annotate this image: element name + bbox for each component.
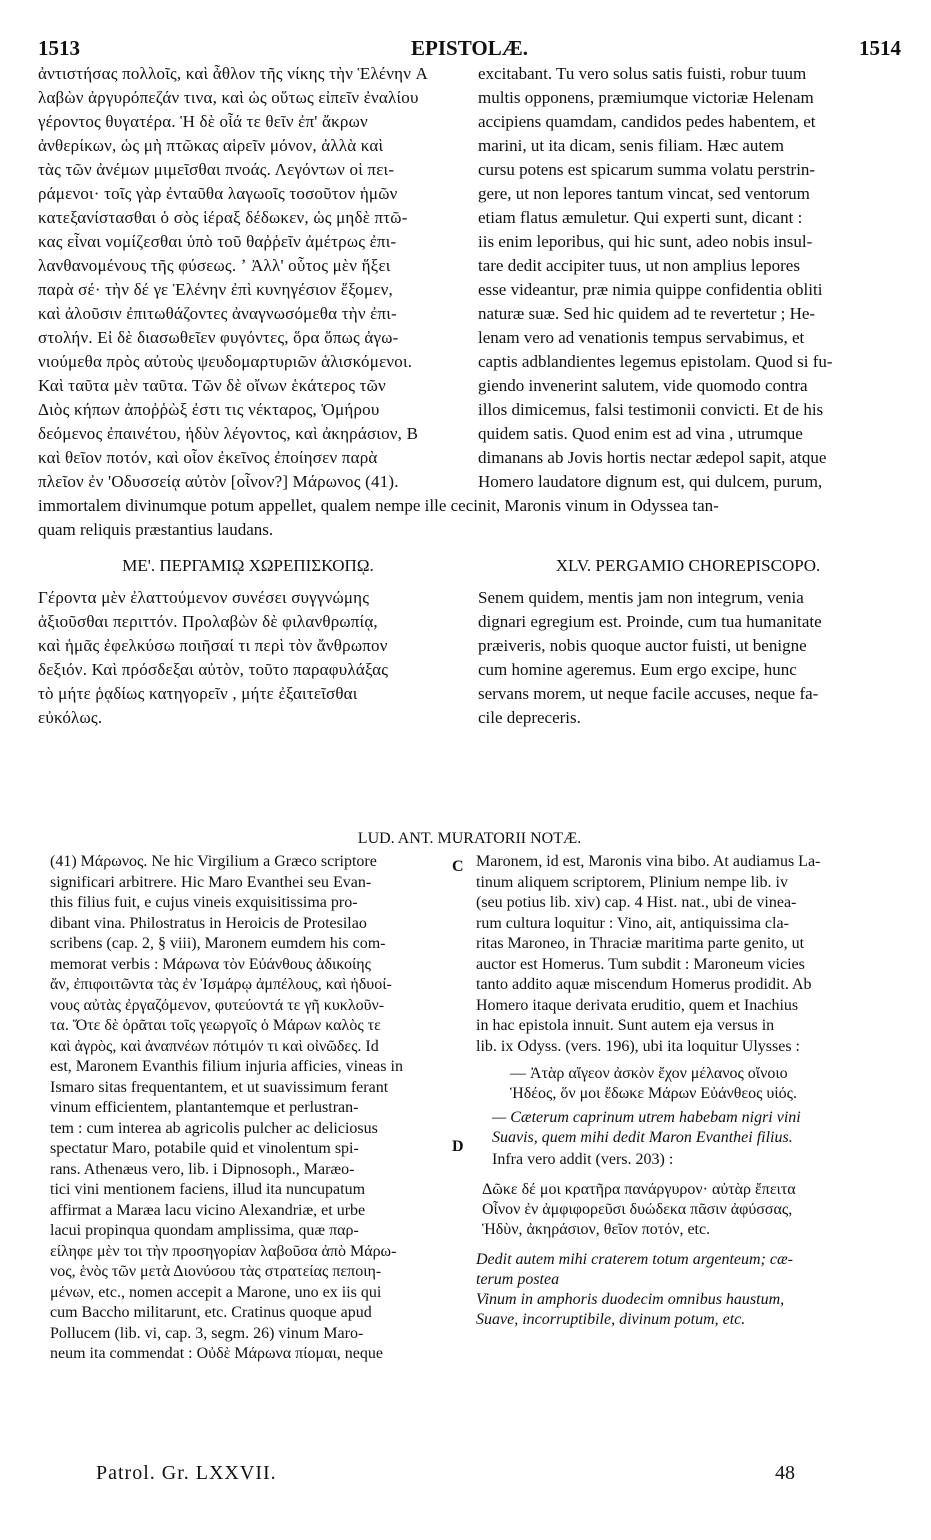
text-line: terum postea (476, 1271, 560, 1288)
text-line: δεξιόν. Καὶ πρόσδεξαι αὐτὸν, τοῦτο παραφυλάξας (38, 660, 389, 679)
text-line: dibant vina. Philostratus in Heroicis de Protesilao (50, 914, 367, 932)
text-line: auctor est Homerus. Tum subdit : Maroneum vicies (476, 955, 805, 973)
text-line: lib. ix Odyss. (vers. 196), ubi ita loquitur Ulysses : (476, 1037, 800, 1055)
text-line: dimanans ab Jovis hortis nectar ædepol sapit, atque (478, 448, 827, 467)
text-line: cum Baccho militarunt, etc. Cratinus quoque apud (50, 1304, 372, 1321)
text-line: Καὶ ταῦτα μὲν ταῦτα. Τῶν δὲ οἴνων ἑκάτερος τῶν (38, 376, 386, 395)
footer-page-number: 48 (775, 1462, 795, 1484)
text-line: tanto addito aquæ miscendum Homerus prodidit. Ab (476, 976, 812, 993)
text-line: immortalem divinumque potum appellet, qualem nempe ille cecinit, Maronis vinum in Odyssea tan- (38, 496, 719, 515)
text-line: giendo invenerint salutem, vide quomodo contra (478, 376, 808, 395)
text-line: affirmat a Maræa lacu vicino Alexandriæ, et urbe (50, 1201, 366, 1219)
footer-patrologia: Patrol. Gr. LXXVII. (96, 1462, 277, 1484)
text-line: λανθανομένους τῆς φύσεως. ʼ Ἀλλ' οὗτος μὲν ἥξει (38, 256, 391, 275)
text-line: Vinum in amphoris duodecim omnibus haustum, (476, 1291, 785, 1308)
text-line: Γέροντα μὲν ἐλαττούμενον συνέσει συγγνώμης (38, 588, 370, 607)
text-line: scribens (cap. 2, § viii), Maronem eumdem his com- (50, 935, 386, 952)
text-line: ritas Maroneo, in Thraciæ maritima parte genito, ut (476, 935, 805, 952)
text-line: τα. Ὅτε δὲ ὁρᾶται τοῖς γεωργοῖς ὁ Μάρων καλὸς τε (50, 1017, 381, 1034)
text-line: Ἡδὺν, ἀκηράσιον, θεῖον ποτόν, etc. (482, 1221, 711, 1238)
text-line: εὐκόλως. (38, 708, 103, 727)
text-line: this filius fuit, e cujus vineis exquisitissima pro- (50, 894, 358, 911)
full-width-text (38, 494, 898, 542)
text-line: quam reliquis præstantius laudans. (38, 520, 274, 539)
text-line: excitabant. Tu vero solus satis fuisti, robur tuum (478, 64, 807, 83)
text-line: μένων, etc., nomen accepit a Marone, uno ex iis qui (50, 1283, 382, 1301)
text-line: ἀξιοῦσθαι περιττόν. Προλαβὼν δὲ φιλανθρωπίᾳ, (38, 612, 378, 631)
text-line: πλεῖον ἐν 'Οδυσσείᾳ αὐτὸν [οἶνον?] Μάρωνος (41). (38, 472, 399, 491)
notes-right-column (476, 852, 896, 1057)
text-line: Δῶκε δέ μοι κρατῆρα πανάργυρον· αὐτὰρ ἔπειτα (482, 1181, 796, 1198)
text-line: tici vini mentionem faciens, illud ita nuncupatum (50, 1181, 366, 1198)
text-line: (seu potius lib. xiv) cap. 4 Hist. nat., ubi de vinea- (476, 894, 797, 911)
text-line: ἀνθερίκων, ὡς μὴ πτῶκας αἱρεῖν μόνον, ἀλλὰ καὶ (38, 136, 384, 155)
text-line: Διὸς κήπων ἀποῤῥὼξ ἐστι τις νέκταρος, Ὁμήρου (38, 400, 380, 419)
text-line: καὶ ἡμᾶς ἐφελκύσω ποιῆσαί τι περὶ τὸν ἄνθρωπον (38, 636, 388, 655)
text-line: cile depreceris. (478, 708, 581, 727)
notes-left-column (50, 852, 462, 1365)
text-line: Ismaro sitas frequentantem, et ut suavissimum ferant (50, 1078, 389, 1096)
text-line: accipiens quamdam, candidos pedes habentem, et (478, 112, 816, 131)
text-line: etiam flatus æmuletur. Qui experti sunt, dicant : (478, 208, 803, 227)
text-line: servans morem, ut neque facile accuses, neque fa- (478, 684, 819, 703)
text-line: (41) Μάρωνος. Ne hic Virgilium a Græco scriptore (50, 853, 377, 870)
text-line: παρὰ σέ· τὴν δέ γε Ἑλένην ἐπὶ κυνηγέσιον ἕξομεν, (38, 280, 393, 299)
text-line: Suavis, quem mihi dedit Maron Evanthei filius. (492, 1129, 793, 1146)
text-line: naturæ suæ. Sed hic quidem ad te revertetur ; He- (478, 304, 816, 323)
text-line: νιούμεθα πρὸς αὐτοὺς ψευδομαρτυριῶν ἁλισκόμενοι. (38, 352, 413, 371)
text-line: spectatur Maro, potabile quid et vinolentum spi- (50, 1140, 359, 1157)
verse-latin-2 (476, 1250, 793, 1330)
text-line: — Cæterum caprinum utrem habebam nigri vini (492, 1109, 801, 1126)
letter-45-greek-text (38, 586, 458, 730)
text-line: ἀντιστήσας πολλοῖς, καὶ ἆθλον τῆς νίκης τὴν Ἑλένην A (38, 64, 429, 83)
text-line: Οἶνον ἐν ἀμφιφορεῦσι δυώδεκα πᾶσιν ἀφύσσας, (482, 1201, 793, 1218)
column-number-right: 1514 (859, 36, 901, 60)
text-line: ράμενοι· τοῖς γὰρ ἐνταῦθα λαγωοῖς τοσοῦτον ἡμῶν (38, 184, 398, 203)
verse-latin-1 (492, 1108, 801, 1148)
text-line: tinum aliquem scriptorem, Plinium nempe lib. iv (476, 873, 788, 891)
letter-45-greek-title: ΜΕ'. ΠΕΡΓΑΜΙῼ ΧΩΡΕΠΙΣΚΟΠῼ. (122, 556, 374, 575)
text-line: νους αὐτὰς ἐργαζόμενον, φυτεύοντά τε γῆ κυκλοῦν- (50, 996, 385, 1014)
text-line: καὶ ἀλοῦσιν ἐπιτωθάζοντες ἀναγνωσόμεθα τὴν ἐπι- (38, 304, 397, 323)
text-line: memorat verbis : Μάρωνα τὸν Εὐάνθους ἀδικοίης (50, 955, 371, 973)
text-line: καὶ ἀγρὸς, καὶ ἀναπνέων πότιμόν τι καὶ οἰνῶδες. Id (50, 1037, 379, 1055)
running-title: EPISTOLÆ. (411, 36, 528, 60)
margin-marker-c: C (452, 858, 464, 875)
verse-greek-1 (510, 1064, 797, 1104)
text-line: iis enim leporibus, qui hic sunt, adeo nobis insul- (478, 232, 813, 251)
text-line: ἄν, ἐπιφοιτῶντα τὰς ἐν Ἰσμάρῳ ἀμπέλους, καὶ ἡδυοί- (50, 976, 392, 993)
text-line: quidem satis. Quod enim est ad vina , utrumque (478, 424, 803, 443)
text-line: rans. Athenæus vero, lib. i Dipnosoph., Maræo- (50, 1160, 355, 1178)
greek-letter-text (38, 62, 458, 494)
column-number-left: 1513 (38, 36, 80, 60)
text-line: Maronem, id est, Maronis vina bibo. At audiamus La- (476, 853, 821, 870)
text-line: γέροντος θυγατέρα. Ἡ δὲ οἷά τε θεῖν ἐπ' ἄκρων (38, 112, 368, 131)
text-line: τὸ μήτε ῥᾳδίως κατηγορεῖν , μήτε ἐξαιτεῖσθαι (38, 684, 358, 703)
text-line: præiveris, nobis quoque auctor fuisti, ut benigne (478, 636, 807, 655)
text-line: δεόμενος ἐπαινέτου, ἡδὺν λέγοντος, καὶ ἀκηράσιον, B (38, 424, 419, 443)
text-line: cum homine ageremus. Eum ergo excipe, hunc (478, 660, 797, 679)
text-line: significari arbitrere. Hic Maro Evanthei seu Evan- (50, 873, 372, 891)
text-line: τὰς τῶν ἀνέμων μιμεῖσθαι πνοάς. Λεγόντων οἱ πει- (38, 160, 395, 179)
text-line: είληφε μὲν τοι τὴν προσηγορίαν λαβοῦσα ἀπὸ Μάρω- (50, 1242, 397, 1260)
verse-greek-2 (482, 1180, 796, 1240)
text-line: illos dimicemus, falsi testimonii convicti. Et de his (478, 400, 824, 419)
text-line: captis adblandientes legemus epistolam. Quod si fu- (478, 352, 833, 371)
notes-title: LUD. ANT. MURATORII NOTÆ. (357, 830, 582, 847)
latin-letter-text (478, 62, 898, 494)
page-header (38, 36, 901, 64)
letter-45-latin-text (478, 586, 898, 730)
text-line: Ἡδέος, ὅν μοι ἔδωκε Μάρων Εὐάνθεος υἱός. (510, 1085, 797, 1102)
text-line: Dedit autem mihi craterem totum argenteum; cæ- (476, 1251, 793, 1268)
letter-45-latin-title: XLV. PERGAMIO CHOREPISCOPO. (555, 556, 821, 575)
text-line: rum cultura loquitur : Vino, ait, antiquissima cla- (476, 914, 789, 932)
text-line: Pollucem (lib. vi, cap. 3, segm. 26) vinum Maro- (50, 1324, 364, 1342)
text-line: κατεξανίστασθαι ὁ σὸς ἱέραξ δέδωκεν, ὡς μηδὲ πτῶ- (38, 208, 408, 227)
text-line: λαβὼν ἀργυρόπεζάν τινα, καὶ ὡς οὕτως εἰπεῖν ἐναλίου (38, 88, 419, 107)
text-line: lenam vero ad venationis tempus servabimus, et (478, 328, 805, 347)
text-line: vinum efficientem, plantantemque et perlustran- (50, 1099, 359, 1116)
text-line: κας εἶναι νομίζεσθαι ὑπὸ τοῦ θαῤῥεῖν ἀμέτρως ἐπι- (38, 232, 397, 251)
infra-text: Infra vero addit (vers. 203) : (492, 1151, 674, 1168)
text-line: lacui propinqua quondam amplissima, quæ παρ- (50, 1222, 359, 1239)
text-line: Senem quidem, mentis jam non integrum, venia (478, 588, 804, 607)
text-line: gere, ut non lepores tantum vincat, sed ventorum (478, 184, 810, 203)
text-line: Homero laudatore dignum est, qui dulcem, purum, (478, 472, 823, 491)
text-line: neum ita commendat : Οὐδὲ Μάρωνα πίομαι, neque (50, 1345, 383, 1362)
text-line: στολήν. Εἰ δὲ διασωθεῖεν φυγόντες, ὅρα ὅπως ἀγω- (38, 328, 399, 347)
text-line: in hac epistola innuit. Sunt autem eja versus in (476, 1017, 775, 1034)
text-line: esse videantur, præ nimia quippe confidentia obliti (478, 280, 823, 299)
margin-marker-d: D (452, 1138, 464, 1155)
text-line: marini, ut ita dicam, senis filiam. Hæc autem (478, 136, 784, 155)
text-line: Suave, incorruptibile, divinum potum, etc. (476, 1311, 746, 1328)
text-line: νος, ἑνὸς τῶν μετὰ Διονύσου τὰς στρατείας πεποιη- (50, 1263, 382, 1280)
text-line: dignari egregium est. Proinde, cum tua humanitate (478, 612, 822, 631)
text-line: tare dedit accipiter tuus, ut non amplius lepores (478, 256, 800, 275)
text-line: Homero itaque derivata eruditio, quem et Inachius (476, 996, 799, 1014)
text-line: cursu potens est spicarum summa volatu perstrin- (478, 160, 816, 179)
text-line: tem : cum interea ab agricolis pulcher ac deliciosus (50, 1119, 378, 1137)
text-line: καὶ θεῖον ποτόν, καὶ οἷον ἐκεῖνος ἐποίησεν παρὰ (38, 448, 378, 467)
text-line: multis opponens, præmiumque victoriæ Helenam (478, 88, 814, 107)
text-line: — Ἀτὰρ αἴγεον ἀσκὸν ἔχον μέλανος οἴνοιο (510, 1065, 788, 1082)
text-line: est, Maronem Evanthis filium injuria afficies, vineas in (50, 1058, 403, 1075)
